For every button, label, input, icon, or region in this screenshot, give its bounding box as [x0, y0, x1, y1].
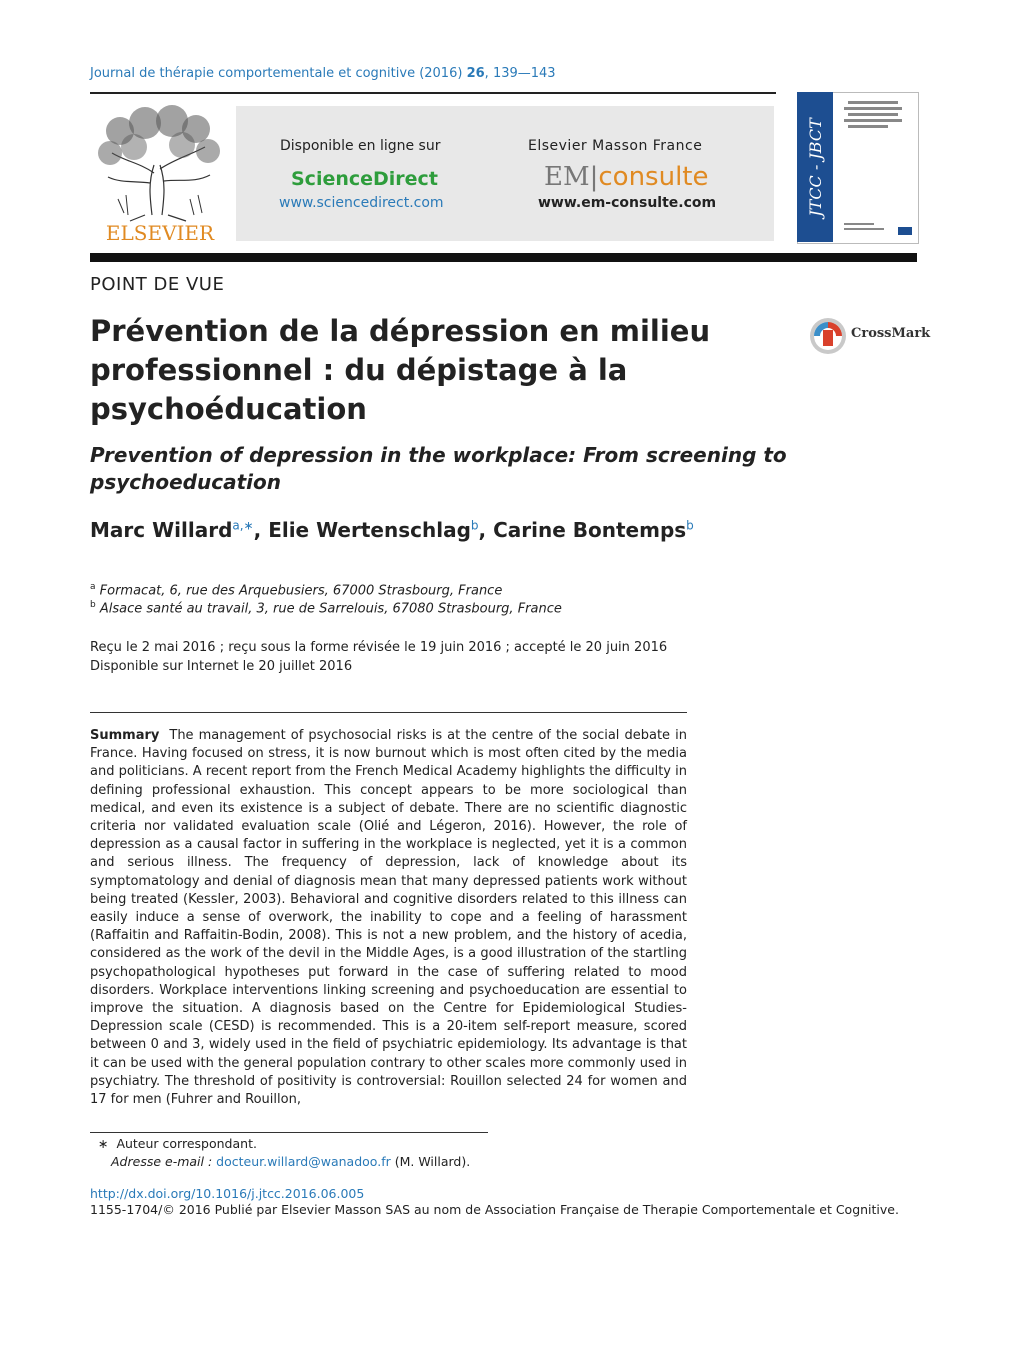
- crossmark-badge[interactable]: [808, 316, 848, 360]
- author-affil-marker[interactable]: b: [686, 518, 694, 533]
- cover-spine-label: JTCC - JBCT: [805, 117, 825, 217]
- header-bottom-rule: [90, 253, 917, 262]
- abstract-label: Summary: [90, 728, 160, 743]
- journal-volume: 26: [466, 66, 485, 81]
- em-consulte-logo[interactable]: EM|consulte: [544, 162, 709, 192]
- affiliation: $^a$ Formacat, 6, rue des Arquebusiers, 67000 Strasbourg, France: [90, 582, 503, 599]
- abstract-text: The management of psychosocial risks is at the centre of the social debate in France. Having focused on stress, it is now burnout which is most often cited by the media and politicians. A recent report from the French Medical Academy highlights the difficulty in defining professional exhaustion. This concept appears to be more sociological than medical, and even its existence is a subject of debate. There are no scientific diagnostic criteria nor validated evaluation scale (Olié and Légeron, 2016). However, the role of depression as a causal factor in suffering in the workplace is neglected, yet it is a common and serious illness. The frequency of depression, lack of knowledge about its symptomatology and denial of diagnosis mean that many depressed patients work without being treated (Kessler, 2003). Behavioral and cognitive disorders related to this illness can easily induce a sense of overwork, the inability to cope and a feeling of harassment (Raffaitin and Raffaitin-Bodin, 2008). This is not a new problem, and the history of acedia, considered as the work of the devil in the Middle Ages, is a good illustration of the startling psychopathological hypotheses put forward in the case of suffering related to mood disorders. Workplace interventions linking screening and psychoeducation are essential to improve the situation. A diagnosis based on the Centre for Epidemiological Studies-Depression scale (CESD) is recommended. This is a 20-item self-report measure, scored between 0 and 3, widely used in the field of psychiatric epidemiology. Its advantage is that it can be used with the general population contrary to other scales more commonly used in psychiatry. The threshold of positivity is controversial: Rouillon selected 24 for women and 17 for men (Fuhrer and Rouillon,: [90, 728, 687, 1108]
- sciencedirect-link[interactable]: www.sciencedirect.com: [279, 195, 444, 211]
- online-date: Disponible sur Internet le 20 juillet 2016: [90, 659, 353, 674]
- author-name: Marc Willard: [90, 518, 233, 542]
- crossmark-label: CrossMark: [851, 326, 931, 341]
- journal-pages: 139—143: [492, 66, 556, 81]
- author-name: Carine Bontemps: [493, 518, 687, 542]
- corresponding-author-note: ∗ Auteur correspondant.: [98, 1136, 257, 1151]
- affiliation: $^b$ Alsace santé au travail, 3, rue de Sarrelouis, 67080 Strasbourg, France: [90, 600, 562, 617]
- received-dates: Reçu le 2 mai 2016 ; reçu sous la forme révisée le 19 juin 2016 ; accepté le 20 juin 2016: [90, 640, 668, 655]
- author-list: Marc Willard$^{a,∗}$, Elie Wertenschlag$^b$, Carine Bontemps$^b$: [90, 518, 694, 542]
- abstract: [90, 727, 687, 1109]
- elsevier-wordmark: ELSEVIER: [105, 221, 215, 243]
- journal-citation[interactable]: Journal de thérapie comportementale et cognitive (2016) 26, 139—143: [90, 66, 556, 81]
- available-online-label: Disponible en ligne sur: [280, 138, 441, 154]
- sciencedirect-logo[interactable]: ScienceDirect: [291, 168, 438, 190]
- elsevier-logo: [90, 103, 230, 243]
- section-label: POINT DE VUE: [90, 274, 225, 295]
- email-link[interactable]: docteur.willard@wanadoo.fr: [216, 1154, 391, 1169]
- doi-link[interactable]: http://dx.doi.org/10.1016/j.jtcc.2016.06.005: [90, 1186, 365, 1201]
- article-subtitle: Prevention of depression in the workplace: From screening to psychoeducation: [90, 443, 787, 494]
- email-note: Adresse e-mail : docteur.willard@wanadoo.fr (M. Willard).: [111, 1154, 471, 1169]
- header-top-rule: [90, 92, 776, 94]
- em-consulte-link[interactable]: www.em-consulte.com: [538, 195, 717, 211]
- article-title: Prévention de la dépression en milieu professionnel : du dépistage à la psychoéducation: [90, 314, 711, 426]
- em-publisher-label: Elsevier Masson France: [528, 138, 703, 154]
- author-name: Elie Wertenschlag: [268, 518, 471, 542]
- footnote-rule: [90, 1132, 488, 1133]
- author-affil-marker[interactable]: b: [470, 518, 479, 533]
- author-affil-marker[interactable]: a,∗: [232, 518, 254, 533]
- abstract-rule: [90, 712, 687, 713]
- copyright: 1155-1704/© 2016 Publié par Elsevier Masson SAS au nom de Association Française de Therapie Comportementale et Cognitive.: [90, 1202, 899, 1217]
